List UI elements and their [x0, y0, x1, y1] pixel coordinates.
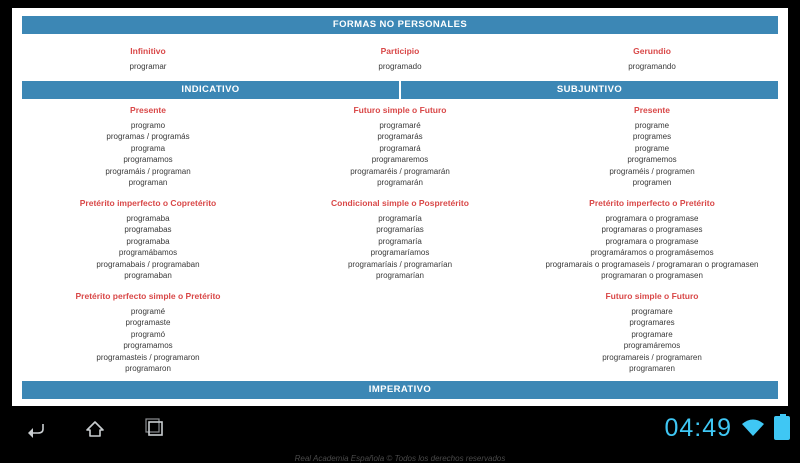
- tense-block: [530, 291, 774, 375]
- verb-form: programaréis / programarán: [350, 166, 450, 176]
- verb-form: programareis / programaren: [602, 352, 702, 362]
- indicativo-header: INDICATIVO: [22, 81, 399, 99]
- verb-form: programaremos: [371, 155, 429, 164]
- verb-form: programáis / programan: [105, 166, 191, 176]
- nonpersonal-label: Gerundio: [633, 46, 671, 56]
- verb-form: programe: [634, 143, 670, 153]
- verb-form: programabas: [124, 225, 172, 234]
- verb-form: programó: [130, 329, 166, 339]
- verb-form: programemos: [627, 155, 677, 164]
- column-indicativo-right: [274, 99, 526, 375]
- verb-form: programara o programase: [605, 236, 699, 246]
- verb-form: programa: [130, 143, 166, 153]
- conjugation-grid: [22, 99, 778, 375]
- verb-form: programamos: [123, 341, 173, 350]
- imperativo-header: IMPERATIVO: [22, 381, 778, 399]
- tense-title: Presente: [634, 104, 670, 115]
- recents-icon[interactable]: [142, 415, 168, 441]
- subjuntivo-header: SUBJUNTIVO: [401, 81, 778, 99]
- verb-form: programaría: [378, 213, 422, 223]
- verb-form: programo: [130, 120, 166, 130]
- home-icon[interactable]: [82, 415, 108, 441]
- verb-form: programarían: [375, 271, 425, 280]
- nonpersonal-form: programado: [378, 62, 422, 71]
- verb-form: programaras o programases: [601, 225, 703, 234]
- verb-form: programará: [379, 143, 421, 153]
- verb-form: programaba: [126, 236, 170, 246]
- verb-form: programes: [632, 132, 672, 141]
- verb-form: programare: [631, 329, 673, 339]
- verb-form: programares: [629, 318, 675, 327]
- verb-form: programaren: [629, 364, 675, 373]
- nonpersonal-label: Infinitivo: [130, 46, 166, 56]
- verb-form: programasteis / programaron: [96, 352, 200, 362]
- tense-title: Pretérito imperfecto o Pretérito: [589, 197, 715, 208]
- copyright-footer: Real Academia Española © Todos los derechos reservados: [294, 453, 506, 463]
- battery-icon: [774, 416, 790, 440]
- verb-form: programaba: [126, 213, 170, 223]
- nav-buttons-group: [0, 415, 168, 441]
- verb-form: programabais / programaban: [96, 259, 200, 269]
- column-indicativo-left: [22, 99, 274, 375]
- verb-form: programaríais / programarían: [347, 259, 453, 269]
- tense-title: Futuro simple o Futuro: [605, 290, 699, 301]
- verb-form: programaríamos: [370, 248, 430, 257]
- verb-form: programe: [634, 120, 670, 130]
- nonpersonal-form: programando: [628, 62, 676, 71]
- tense-block: [530, 105, 774, 189]
- verb-form: programaran o programasen: [601, 271, 703, 280]
- tense-title: Condicional simple o Pospretérito: [331, 197, 469, 208]
- nonpersonal-infinitivo: [22, 40, 274, 73]
- back-icon[interactable]: [22, 415, 48, 441]
- verb-form: programarais o programaseis / programaran o programasen: [545, 259, 759, 269]
- verb-form: programarás: [377, 132, 423, 141]
- verb-form: programamos: [123, 155, 173, 164]
- tense-title: Futuro simple o Futuro: [353, 104, 447, 115]
- verb-form: programaste: [125, 318, 171, 327]
- tense-title: Presente: [130, 104, 166, 115]
- verb-form: programábamos: [118, 248, 178, 257]
- verb-form: programaban: [124, 271, 172, 280]
- formas-no-personales-header: FORMAS NO PERSONALES: [22, 16, 778, 34]
- verb-form: programéis / programen: [609, 166, 695, 176]
- verb-form: programarías: [376, 225, 424, 234]
- tense-title: Pretérito perfecto simple o Pretérito: [75, 290, 221, 301]
- verb-form: programáremos: [623, 341, 681, 350]
- wifi-icon: [740, 417, 766, 439]
- verb-form: programáramos o programásemos: [590, 248, 714, 257]
- tense-block: [278, 198, 522, 282]
- verb-form: programara o programase: [605, 213, 699, 223]
- tense-block: [278, 105, 522, 189]
- clock: 04:49: [664, 413, 732, 442]
- tense-title: Pretérito imperfecto o Copretérito: [79, 197, 217, 208]
- verb-form: programas / programás: [106, 132, 190, 141]
- verb-form: programaré: [379, 120, 421, 130]
- verb-form: programan: [128, 178, 168, 187]
- nonpersonal-participio: [274, 40, 526, 73]
- column-subjuntivo: [526, 99, 778, 375]
- status-icons-group: [664, 406, 790, 450]
- tense-block: [26, 105, 270, 189]
- nonpersonal-form: programar: [129, 62, 167, 71]
- nonpersonal-gerundio: [526, 40, 778, 73]
- verb-form: programare: [631, 306, 673, 316]
- verb-form: programaría: [378, 236, 422, 246]
- android-navigation-bar: [0, 406, 800, 450]
- nonpersonal-forms-row: [22, 40, 778, 73]
- tense-block: [530, 198, 774, 282]
- verb-form: programen: [632, 178, 672, 187]
- tense-block: [26, 198, 270, 282]
- verb-form: programaron: [125, 364, 171, 373]
- verb-form: programarán: [377, 178, 423, 187]
- nonpersonal-label: Participio: [380, 46, 420, 56]
- verb-form: programé: [130, 306, 166, 316]
- tense-block: [26, 291, 270, 375]
- mood-headers: [22, 81, 778, 99]
